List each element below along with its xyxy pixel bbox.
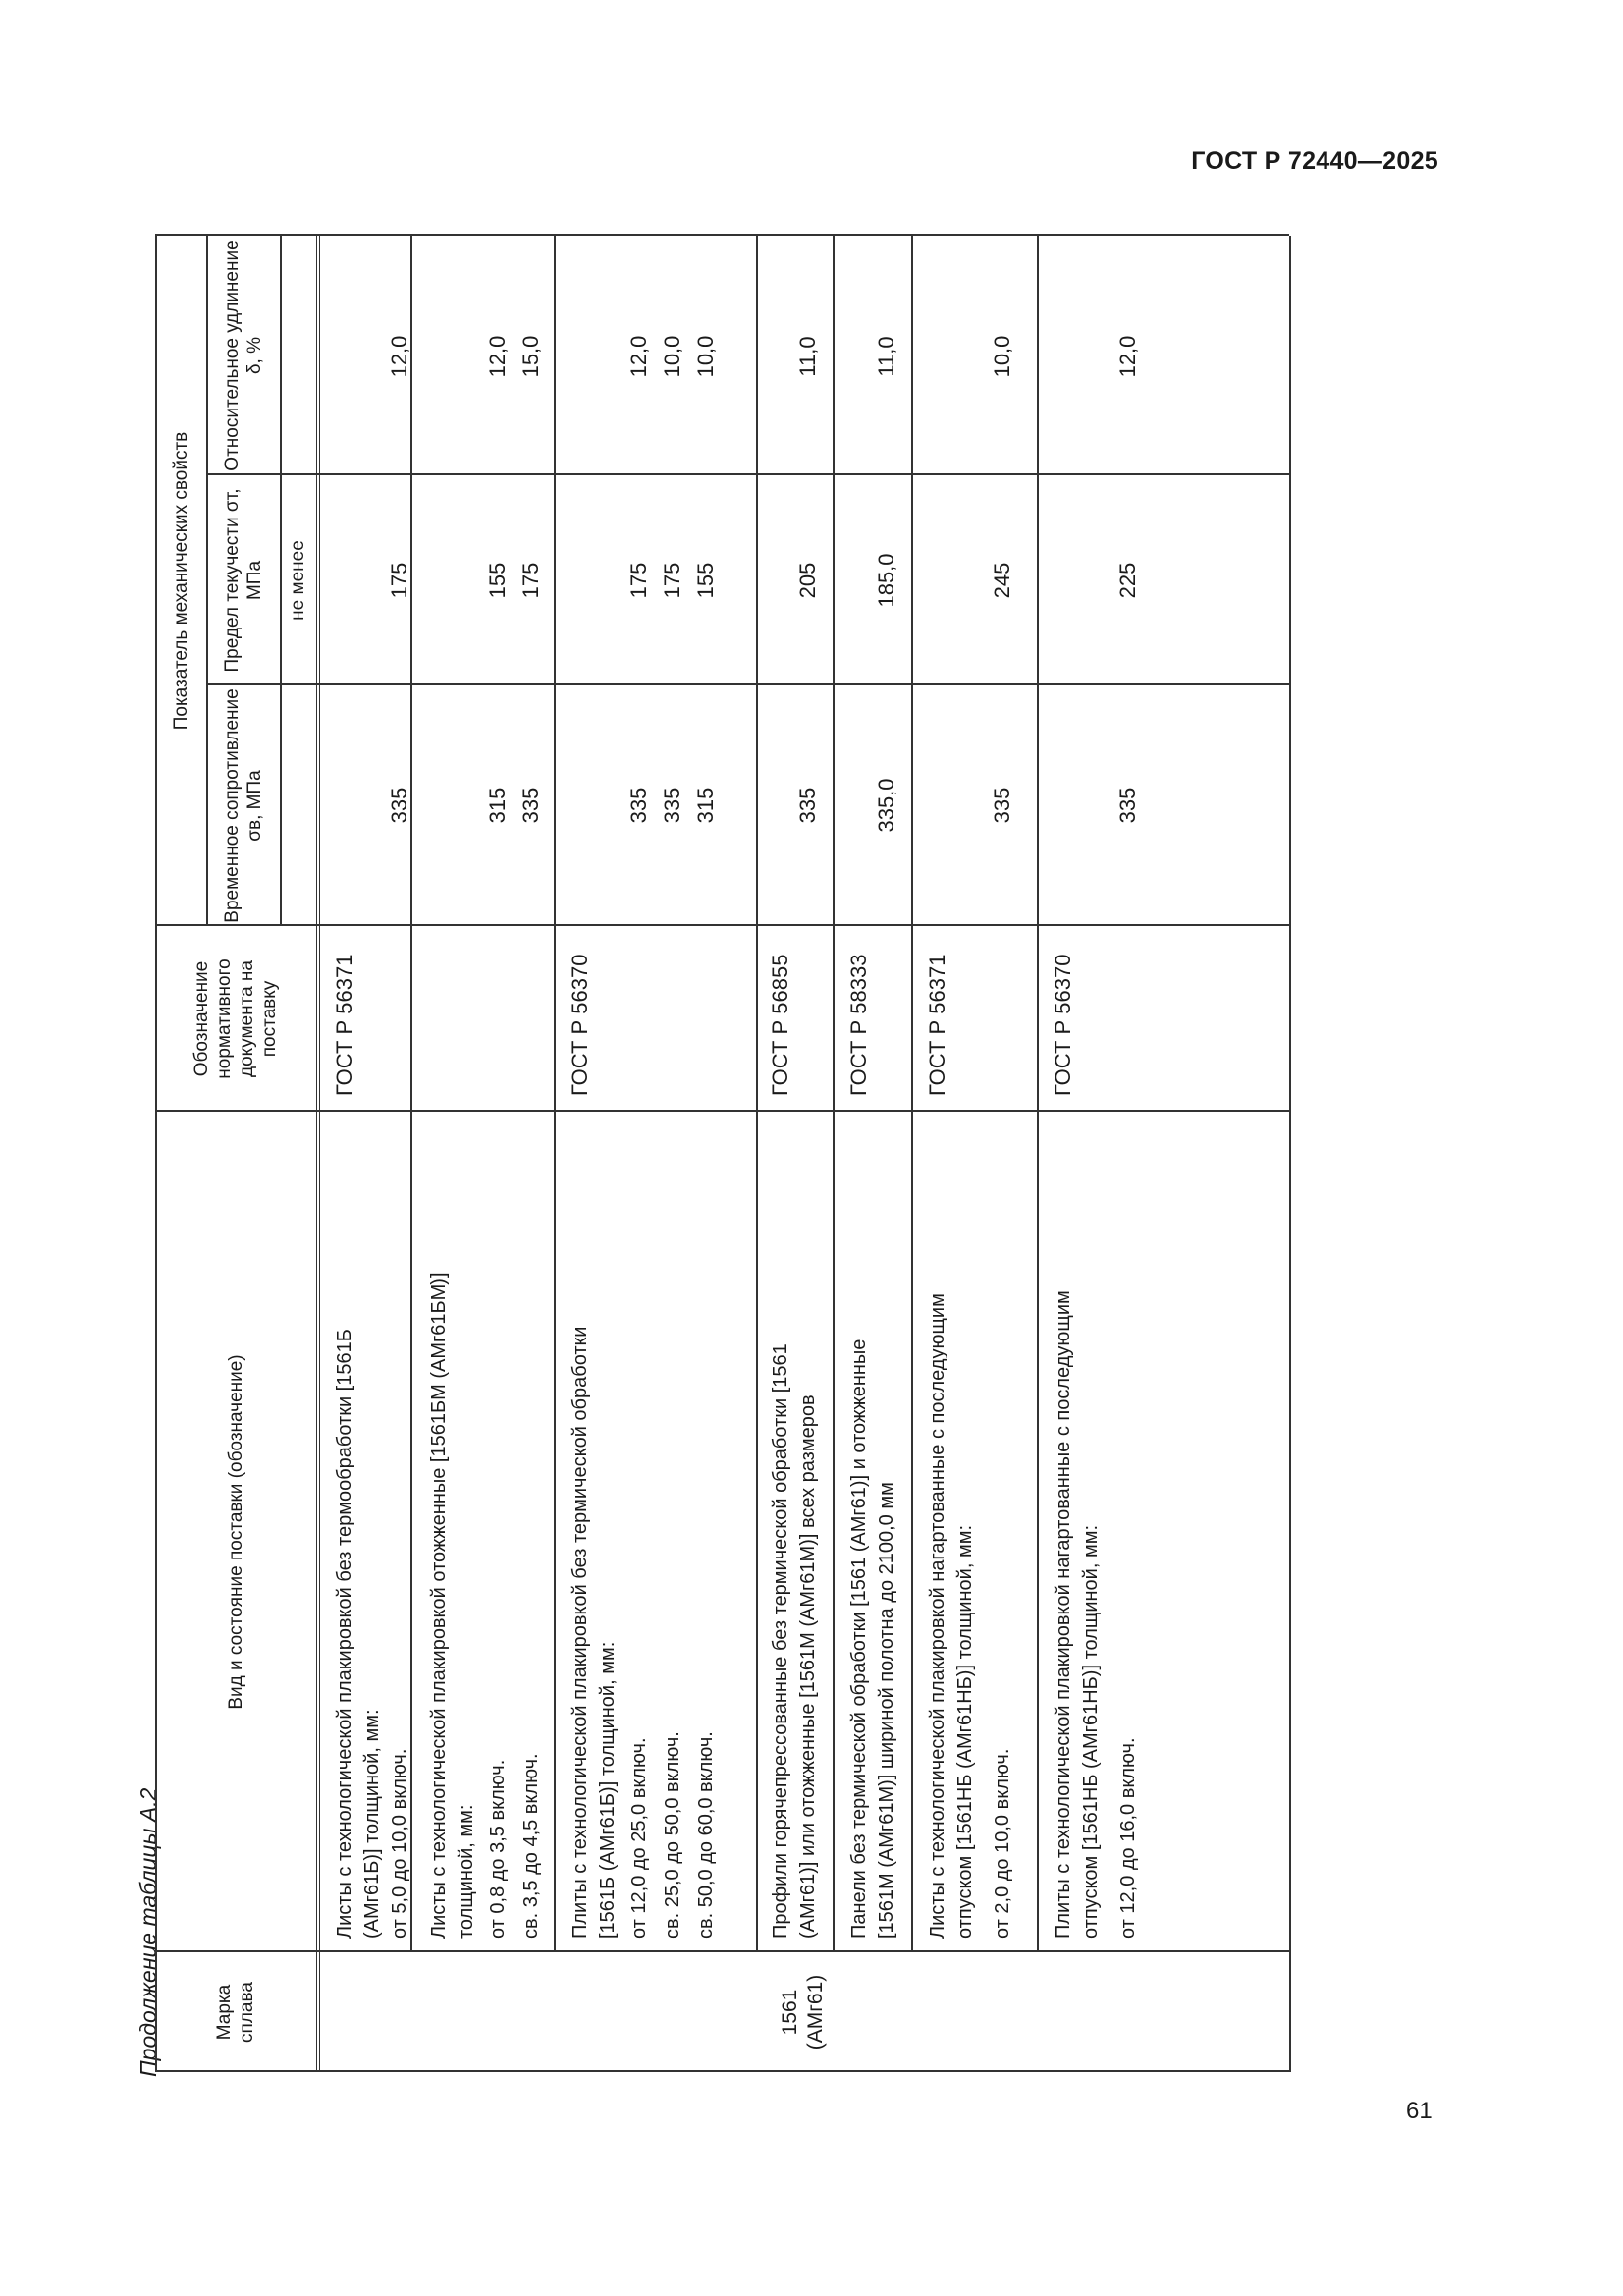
header-uts: Временное сопротивление σв, МПа	[221, 688, 265, 923]
value-uts: 335	[518, 787, 543, 824]
value-yield: 175	[626, 562, 651, 599]
value-uts: 335	[660, 787, 684, 824]
row-description: Плиты с технологической плакировкой без термической обработки	[569, 1326, 591, 1939]
standard-code: ГОСТ Р 72440—2025	[1191, 147, 1438, 175]
grade-cell: 1561 (АМг61)	[778, 1974, 827, 2050]
header-kind: Вид и состояние поставки (обозначение)	[225, 1354, 246, 1710]
value-yield: 245	[990, 562, 1014, 599]
row-description: св. 25,0 до 50,0 включ.	[662, 1731, 683, 1939]
row-description: отпуском [1561НБ (АМг61НБ)] толщиной, мм:	[954, 1525, 976, 1939]
value-uts: 335	[795, 787, 820, 824]
table-caption: Продолжение таблицы А.2	[135, 1787, 161, 2077]
row-description: от 12,0 до 25,0 включ.	[628, 1737, 650, 1939]
row-description: Плиты с технологической плакировкой нагартованные с последующим	[1053, 1290, 1074, 1939]
group-sep-6	[1037, 236, 1039, 1952]
value-yield: 175	[518, 562, 543, 599]
row-description: толщиной, мм:	[456, 1804, 477, 1939]
page-number: 61	[1406, 2098, 1433, 2124]
table-border-right	[155, 234, 1289, 236]
doc-reference: ГОСТ Р 58333	[846, 954, 871, 1096]
value-yield: 155	[693, 562, 718, 599]
row-description: св. 3,5 до 4,5 включ.	[520, 1753, 542, 1939]
col-sep-kind	[155, 1110, 1289, 1112]
value-elongation: 15,0	[518, 335, 543, 378]
group-sep-2	[554, 236, 556, 1952]
value-elongation: 12,0	[1115, 335, 1140, 378]
col-sep-yield	[206, 473, 1289, 475]
header-yield: Предел текучести σт, МПа	[221, 488, 265, 673]
doc-reference: ГОСТ Р 56371	[332, 954, 356, 1096]
value-uts: 335	[990, 787, 1014, 824]
value-elongation: 11,0	[795, 336, 820, 377]
row-description: Листы с технологической плакировкой отожженные [1561БМ (АМг61БМ)]	[428, 1272, 450, 1939]
value-elongation: 10,0	[990, 335, 1014, 378]
doc-reference: ГОСТ Р 56370	[1051, 954, 1075, 1096]
col-sep-uts	[206, 683, 1289, 685]
value-yield: 175	[660, 562, 684, 599]
group-sep-3	[756, 236, 758, 1952]
row-description: (АМг61)] или отожженные [1561М (АМг61М)] всех размеров	[797, 1394, 819, 1939]
value-yield: 155	[485, 562, 510, 599]
header-min-note: не менее	[288, 540, 308, 621]
row-description: Панели без термической обработки [1561 (АМг61)] и отожженные	[848, 1339, 870, 1939]
value-uts: 315	[485, 787, 510, 824]
row-description: Профили горячепрессованные без термической обработки [1561	[770, 1343, 791, 1939]
doc-reference: ГОСТ Р 56855	[768, 954, 792, 1096]
header-grade: Марка сплава	[214, 1982, 257, 2043]
value-uts: 335	[1115, 787, 1140, 824]
header-elong: Относительное удлинение δ, %	[221, 240, 265, 471]
value-uts: 335	[387, 787, 411, 824]
header-doc: Обозначение нормативного документа на поставку	[191, 958, 280, 1079]
value-yield: 205	[795, 562, 820, 599]
doc-reference: ГОСТ Р 56370	[568, 954, 592, 1096]
header-group: Показатель механических свойств	[170, 431, 191, 731]
row-description: [1561М (АМг61М)] шириной полотна до 2100,0 мм	[876, 1482, 897, 1939]
value-elongation: 11,0	[874, 336, 898, 377]
row-description: св. 50,0 до 60,0 включ.	[695, 1731, 717, 1939]
row-description: от 2,0 до 10,0 включ.	[992, 1748, 1013, 1939]
value-elongation: 10,0	[693, 335, 718, 378]
doc-reference: ГОСТ Р 56371	[925, 954, 949, 1096]
value-elongation: 12,0	[387, 335, 411, 378]
value-uts: 335,0	[874, 778, 898, 833]
value-yield: 225	[1115, 562, 1140, 599]
value-yield: 175	[387, 562, 411, 599]
value-uts: 315	[693, 787, 718, 824]
row-description: [1561Б (АМг61Б)] толщиной, мм:	[597, 1641, 619, 1939]
row-description: (АМг61Б)] толщиной, мм:	[361, 1709, 383, 1939]
value-uts: 335	[626, 787, 651, 824]
row-description: Листы с технологической плакировкой без термообработки [1561Б	[334, 1329, 355, 1939]
table-border-bottom	[1289, 236, 1291, 2072]
row-description: от 0,8 до 3,5 включ.	[487, 1759, 509, 1939]
value-yield: 185,0	[874, 553, 898, 608]
value-elongation: 12,0	[485, 335, 510, 378]
value-elongation: 10,0	[660, 335, 684, 378]
row-description: Листы с технологической плакировкой нагартованные с последующим	[927, 1293, 948, 1939]
group-sep-5	[911, 236, 913, 1952]
table-container	[155, 236, 1289, 2072]
group-sep-4	[833, 236, 835, 1952]
value-elongation: 12,0	[626, 335, 651, 378]
row-description: от 5,0 до 10,0 включ.	[389, 1748, 410, 1939]
row-description: отпуском [1561НБ (АМг61НБ)] толщиной, мм:	[1080, 1525, 1102, 1939]
mechanical-properties-table	[155, 236, 1289, 2072]
row-description: от 12,0 до 16,0 включ.	[1117, 1737, 1139, 1939]
col-sep-doc	[155, 924, 1289, 926]
header-separator	[316, 236, 320, 2072]
